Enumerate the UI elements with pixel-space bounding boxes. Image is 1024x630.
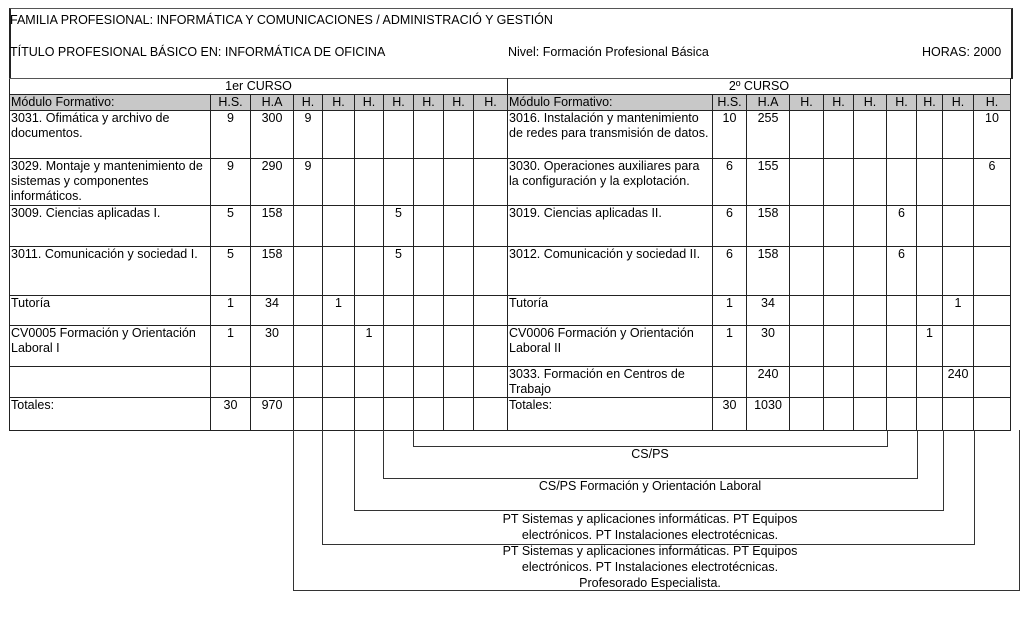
hours-cell xyxy=(384,159,414,206)
hours-cell xyxy=(414,206,444,247)
module-name: 3012. Comunicación y sociedad II. xyxy=(508,247,713,296)
ha-cell: 34 xyxy=(251,296,294,326)
hours-cell xyxy=(917,398,943,431)
module-name: CV0005 Formación y Orientación Laboral I xyxy=(10,326,211,367)
hours-cell xyxy=(355,398,384,431)
hours-cell xyxy=(323,326,355,367)
hours-cell xyxy=(854,159,887,206)
hours-cell xyxy=(854,111,887,159)
hs-cell: 30 xyxy=(713,398,747,431)
course-1-title: 1er CURSO xyxy=(10,79,508,95)
column-header-h: H. xyxy=(974,95,1011,111)
hours-cell: 6 xyxy=(887,247,917,296)
hours-cell xyxy=(414,111,444,159)
hours-cell xyxy=(474,326,508,367)
hours-cell xyxy=(917,159,943,206)
hs-cell xyxy=(211,367,251,398)
ha-cell: 158 xyxy=(747,247,790,296)
module-name: 3016. Instalación y mantenimiento de redes para transmisión de datos. xyxy=(508,111,713,159)
hours-cell xyxy=(294,398,323,431)
column-header-h: H. xyxy=(790,95,824,111)
module-name xyxy=(10,367,211,398)
hours-cell xyxy=(474,247,508,296)
hours-cell xyxy=(444,206,474,247)
module-name: CV0006 Formación y Orientación Laboral II xyxy=(508,326,713,367)
hs-cell: 6 xyxy=(713,206,747,247)
modules-table xyxy=(9,78,1011,431)
hours-cell xyxy=(854,296,887,326)
module-name: 3031. Ofimática y archivo de documentos. xyxy=(10,111,211,159)
hours-cell xyxy=(790,398,824,431)
column-header-h: H. xyxy=(414,95,444,111)
hours-cell xyxy=(887,367,917,398)
column-header-h: H. xyxy=(824,95,854,111)
teacher-profile-line: PT Sistemas y aplicaciones informáticas. PT Equipos xyxy=(502,512,798,526)
hours-cell xyxy=(355,367,384,398)
module-name: 3011. Comunicación y sociedad I. xyxy=(10,247,211,296)
hours-cell xyxy=(943,111,974,159)
teacher-profile-line: PT Sistemas y aplicaciones informáticas. PT Equipos xyxy=(502,544,798,558)
hs-cell: 10 xyxy=(713,111,747,159)
table-row xyxy=(10,247,1011,296)
hours-cell xyxy=(474,206,508,247)
hours-cell: 6 xyxy=(887,206,917,247)
module-name: Totales: xyxy=(10,398,211,431)
hours-cell xyxy=(474,296,508,326)
hours-cell xyxy=(294,367,323,398)
hs-cell: 6 xyxy=(713,159,747,206)
module-name: Tutoría xyxy=(508,296,713,326)
hours-cell xyxy=(917,367,943,398)
hours-cell xyxy=(887,159,917,206)
module-name: 3009. Ciencias aplicadas I. xyxy=(10,206,211,247)
hours-cell xyxy=(943,206,974,247)
table-row xyxy=(10,326,1011,367)
hours-cell xyxy=(474,159,508,206)
course-row xyxy=(10,79,1011,95)
hours-cell xyxy=(917,296,943,326)
ha-cell: 158 xyxy=(747,206,790,247)
hours-cell: 6 xyxy=(974,159,1011,206)
titulo-profesional: TÍTULO PROFESIONAL BÁSICO EN: INFORMÁTICA DE OFICINA xyxy=(10,45,386,59)
hs-cell: 5 xyxy=(211,247,251,296)
hours-cell xyxy=(943,247,974,296)
teacher-profile-label xyxy=(300,446,1000,462)
hours-cell: 1 xyxy=(943,296,974,326)
hs-cell xyxy=(713,367,747,398)
ha-cell: 290 xyxy=(251,159,294,206)
hours-cell xyxy=(444,247,474,296)
hours-cell xyxy=(790,247,824,296)
column-header-h: H. xyxy=(917,95,943,111)
hours-cell xyxy=(323,398,355,431)
hours-cell xyxy=(384,326,414,367)
ha-cell: 30 xyxy=(747,326,790,367)
hours-cell: 9 xyxy=(294,111,323,159)
ha-cell: 240 xyxy=(747,367,790,398)
hs-cell: 9 xyxy=(211,111,251,159)
hs-cell: 5 xyxy=(211,206,251,247)
column-header-ha: H.A xyxy=(251,95,294,111)
hours-cell xyxy=(943,326,974,367)
hours-cell xyxy=(854,367,887,398)
hours-cell: 1 xyxy=(917,326,943,367)
hours-cell xyxy=(444,296,474,326)
hours-cell xyxy=(444,367,474,398)
hours-cell xyxy=(294,296,323,326)
hours-cell xyxy=(474,398,508,431)
hours-cell xyxy=(824,296,854,326)
hours-cell: 9 xyxy=(294,159,323,206)
hours-cell xyxy=(384,398,414,431)
hours-cell xyxy=(294,206,323,247)
hours-cell xyxy=(790,296,824,326)
column-header-h: H. xyxy=(355,95,384,111)
ha-cell: 155 xyxy=(747,159,790,206)
hours-cell: 1 xyxy=(355,326,384,367)
hours-cell xyxy=(854,326,887,367)
teacher-profile-line: CS/PS Formación y Orientación Laboral xyxy=(538,479,762,493)
column-header-module: Módulo Formativo: xyxy=(508,95,713,111)
hours-cell xyxy=(974,367,1011,398)
hours-cell xyxy=(384,296,414,326)
column-header-h: H. xyxy=(943,95,974,111)
course-2-title: 2º CURSO xyxy=(508,79,1011,95)
table-row xyxy=(10,367,1011,398)
hours-cell xyxy=(294,326,323,367)
teacher-profile-line: CS/PS xyxy=(631,447,669,461)
hs-cell: 1 xyxy=(713,326,747,367)
table-row xyxy=(10,296,1011,326)
hours-cell xyxy=(824,398,854,431)
hours-cell xyxy=(974,247,1011,296)
teacher-profile-label xyxy=(300,478,1000,494)
hours-cell xyxy=(824,326,854,367)
nivel: Nivel: Formación Profesional Básica xyxy=(508,45,709,59)
hours-cell xyxy=(323,367,355,398)
hours-cell xyxy=(294,247,323,296)
teacher-profile-line: electrónicos. PT Instalaciones electrotécnicas. xyxy=(521,528,779,542)
hours-cell xyxy=(824,247,854,296)
hours-cell xyxy=(917,111,943,159)
teacher-profile-label xyxy=(300,511,1000,543)
ha-cell: 30 xyxy=(251,326,294,367)
teacher-profile-line: Profesorado Especialista. xyxy=(579,576,721,590)
column-header-h: H. xyxy=(474,95,508,111)
hours-cell xyxy=(824,367,854,398)
hours-cell xyxy=(974,398,1011,431)
hours-cell xyxy=(355,296,384,326)
hours-cell xyxy=(943,159,974,206)
hours-cell xyxy=(323,111,355,159)
ha-cell: 158 xyxy=(251,206,294,247)
hours-cell xyxy=(790,206,824,247)
hours-cell xyxy=(887,326,917,367)
column-header-hs: H.S. xyxy=(211,95,251,111)
hours-cell xyxy=(414,159,444,206)
ha-cell: 255 xyxy=(747,111,790,159)
hours-cell xyxy=(414,247,444,296)
hs-cell: 9 xyxy=(211,159,251,206)
module-name: Tutoría xyxy=(10,296,211,326)
hs-cell: 1 xyxy=(713,296,747,326)
column-header-h: H. xyxy=(323,95,355,111)
hours-cell xyxy=(824,159,854,206)
hours-cell xyxy=(444,159,474,206)
hours-cell xyxy=(790,326,824,367)
module-name: Totales: xyxy=(508,398,713,431)
hours-cell xyxy=(323,247,355,296)
hours-cell xyxy=(323,206,355,247)
column-header-h: H. xyxy=(384,95,414,111)
hs-cell: 6 xyxy=(713,247,747,296)
ha-cell: 300 xyxy=(251,111,294,159)
column-header-module: Módulo Formativo: xyxy=(10,95,211,111)
hours-cell xyxy=(414,398,444,431)
hours-cell xyxy=(414,326,444,367)
hours-cell xyxy=(355,159,384,206)
hours-cell: 240 xyxy=(943,367,974,398)
hours-cell xyxy=(887,296,917,326)
teacher-profile-line: electrónicos. PT Instalaciones electrotécnicas. xyxy=(521,560,779,574)
teacher-profile-label xyxy=(300,543,1000,591)
column-header-hs: H.S. xyxy=(713,95,747,111)
hours-cell xyxy=(414,296,444,326)
hours-cell: 10 xyxy=(974,111,1011,159)
table-row xyxy=(10,206,1011,247)
ha-cell: 158 xyxy=(251,247,294,296)
hours-cell xyxy=(917,247,943,296)
column-header-h: H. xyxy=(887,95,917,111)
column-headers xyxy=(10,95,1011,111)
column-header-ha: H.A xyxy=(747,95,790,111)
hours-cell xyxy=(917,206,943,247)
hours-cell xyxy=(355,206,384,247)
familia-profesional: FAMILIA PROFESIONAL: INFORMÁTICA Y COMUNICACIONES / ADMINISTRACIÓ Y GESTIÓN xyxy=(10,13,553,27)
column-header-h: H. xyxy=(854,95,887,111)
hs-cell: 1 xyxy=(211,326,251,367)
table-row xyxy=(10,159,1011,206)
module-name: 3033. Formación en Centros de Trabajo xyxy=(508,367,713,398)
hours-cell xyxy=(943,398,974,431)
column-header-h: H. xyxy=(444,95,474,111)
hours-cell: 1 xyxy=(323,296,355,326)
hours-cell xyxy=(790,159,824,206)
hours-cell xyxy=(323,159,355,206)
horas-total: HORAS: 2000 xyxy=(922,45,1002,59)
hours-cell xyxy=(444,111,474,159)
hours-cell xyxy=(854,398,887,431)
hours-cell xyxy=(887,111,917,159)
hours-cell xyxy=(974,296,1011,326)
hours-cell: 5 xyxy=(384,247,414,296)
module-name: 3019. Ciencias aplicadas II. xyxy=(508,206,713,247)
hours-cell xyxy=(355,111,384,159)
hours-cell xyxy=(974,326,1011,367)
module-name: 3029. Montaje y mantenimiento de sistemas y componentes informáticos. xyxy=(10,159,211,206)
hours-cell xyxy=(384,111,414,159)
hours-cell xyxy=(854,247,887,296)
hours-cell xyxy=(887,398,917,431)
hours-cell xyxy=(444,398,474,431)
table-row xyxy=(10,111,1011,159)
hours-cell xyxy=(790,367,824,398)
ha-cell xyxy=(251,367,294,398)
ha-cell: 970 xyxy=(251,398,294,431)
hs-cell: 1 xyxy=(211,296,251,326)
hours-cell xyxy=(444,326,474,367)
hours-cell xyxy=(824,206,854,247)
hs-cell: 30 xyxy=(211,398,251,431)
hours-cell xyxy=(974,206,1011,247)
hours-cell: 5 xyxy=(384,206,414,247)
module-name: 3030. Operaciones auxiliares para la configuración y la explotación. xyxy=(508,159,713,206)
hours-cell xyxy=(384,367,414,398)
hours-cell xyxy=(854,206,887,247)
hours-cell xyxy=(414,367,444,398)
ha-cell: 34 xyxy=(747,296,790,326)
table-row xyxy=(10,398,1011,431)
column-header-h: H. xyxy=(294,95,323,111)
hours-cell xyxy=(355,247,384,296)
hours-cell xyxy=(790,111,824,159)
hours-cell xyxy=(824,111,854,159)
ha-cell: 1030 xyxy=(747,398,790,431)
hours-cell xyxy=(474,111,508,159)
hours-cell xyxy=(474,367,508,398)
